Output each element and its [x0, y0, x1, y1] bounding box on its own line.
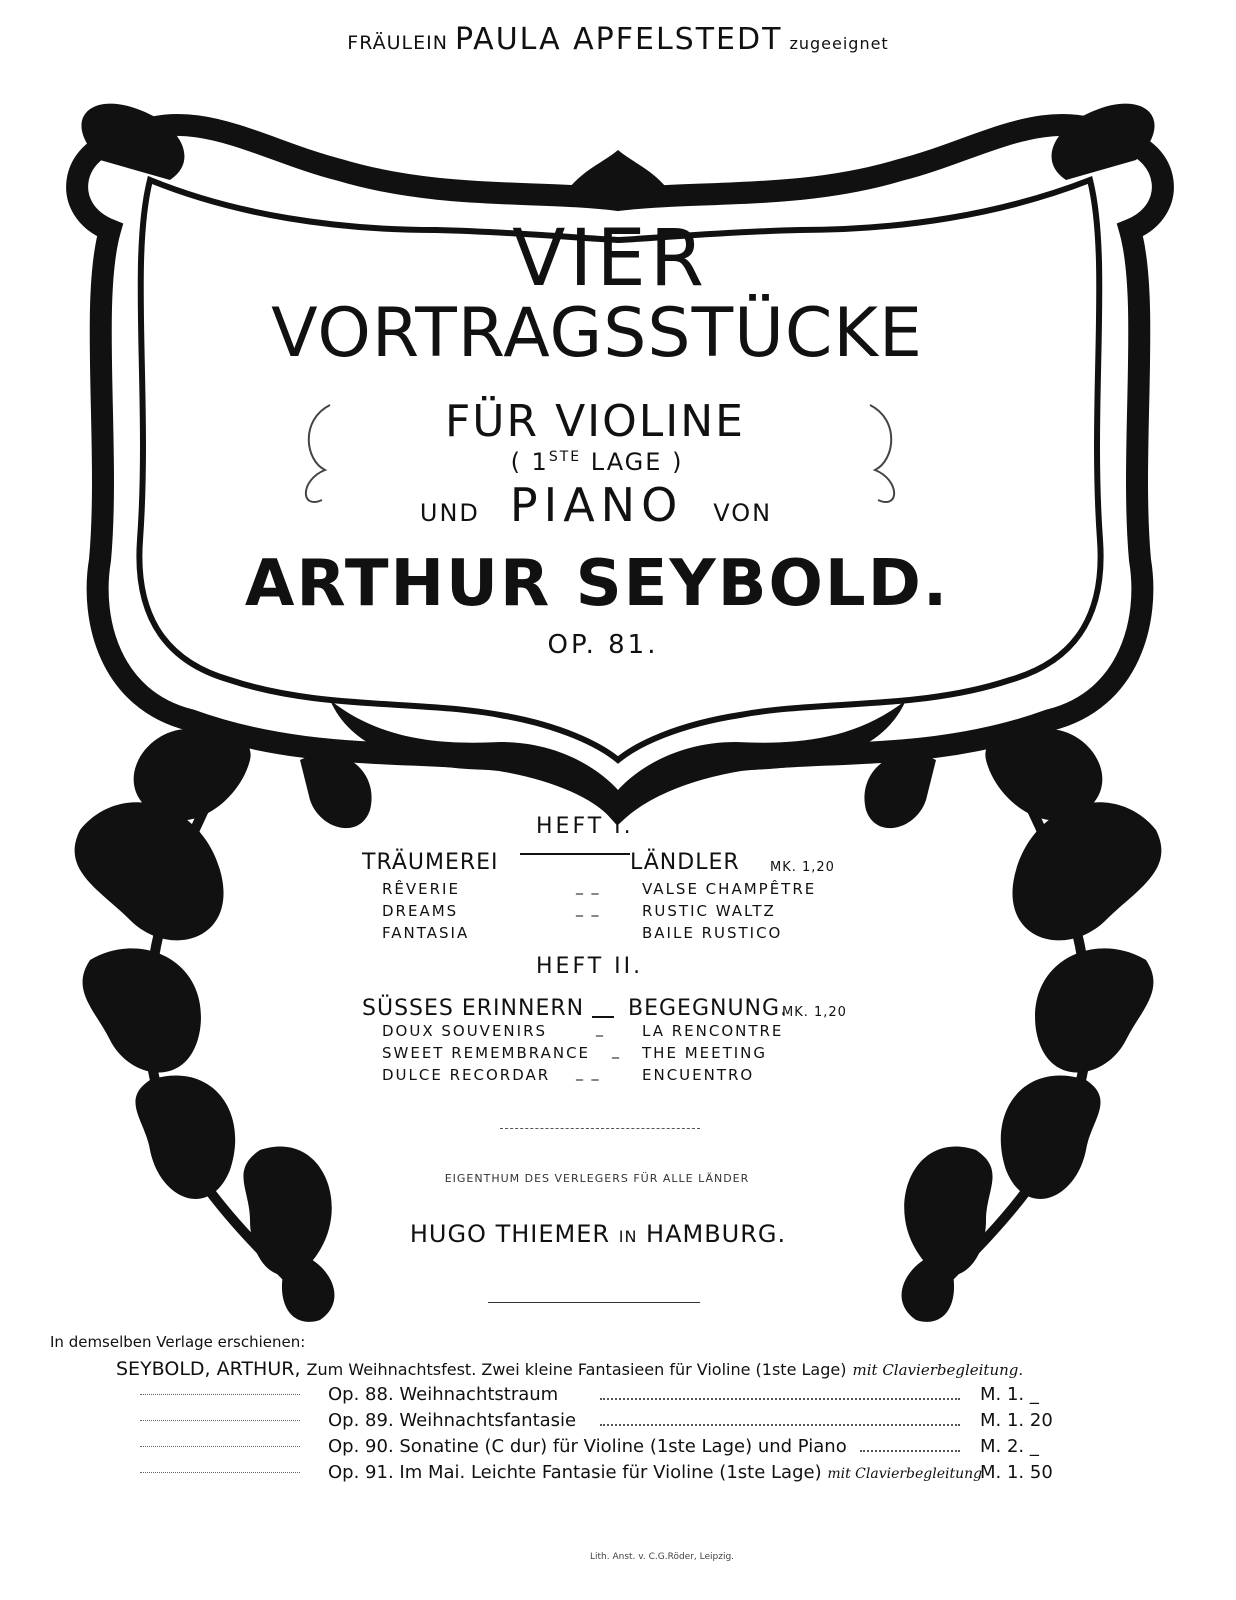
- heft-2-price: MK. 1,20: [782, 1005, 847, 1020]
- heft-2-row-dash: _ _: [576, 1065, 601, 1081]
- catalog-work: Zum Weihnachtsfest. Zwei kleine Fantasieen für Violine (1ste Lage): [306, 1360, 847, 1379]
- title-line-2: VORTRAGSSTÜCKE: [271, 294, 923, 373]
- heft-1-row-left: FANTASIA: [382, 924, 470, 942]
- heft-1-connector: [520, 853, 630, 855]
- leader-dots: [140, 1446, 300, 1447]
- right-curl: [870, 405, 894, 502]
- opus: OP. 81.: [547, 630, 659, 660]
- printer-note: Lith. Anst. v. C.G.Röder, Leipzig.: [590, 1552, 735, 1562]
- bottom-band: [330, 700, 906, 808]
- heft-1-row-right: RUSTIC WALTZ: [642, 902, 776, 920]
- divider-rule: [500, 1128, 700, 1129]
- composer: ARTHUR SEYBOLD.: [244, 547, 950, 621]
- heft-2-row-left: DOUX SOUVENIRS: [382, 1022, 548, 1040]
- instrument: FÜR VIOLINE: [445, 396, 745, 447]
- leader-dots: [140, 1420, 300, 1421]
- position-note: [511, 450, 684, 474]
- leader-dots: [600, 1398, 960, 1400]
- catalog-author: SEYBOLD, ARTHUR,: [116, 1358, 301, 1380]
- catalog-item-title: Op. 89. Weihnachtsfantasie: [328, 1410, 577, 1431]
- heft-2-main-right: BEGEGNUNG.: [628, 996, 789, 1021]
- heft-2-row-left: DULCE RECORDAR: [382, 1066, 551, 1084]
- heft-1-row-left: RÊVERIE: [382, 880, 460, 898]
- leader-dots: [600, 1424, 960, 1426]
- catalog-item: [0, 1436, 1236, 1460]
- dedication-name: PAULA APFELSTEDT: [455, 22, 783, 57]
- catalog-item-tail: mit Clavierbegleitung: [827, 1466, 983, 1482]
- leader-dots: [860, 1450, 960, 1452]
- heft-2-main-left: SÜSSES ERINNERN: [362, 996, 585, 1021]
- heft-1-price: MK. 1,20: [770, 860, 835, 875]
- catalog-item: [0, 1384, 1236, 1408]
- title-line-1: VIER: [512, 214, 708, 304]
- position-open: ( 1: [510, 448, 549, 476]
- heft-1-row-dash: _ _: [576, 901, 601, 917]
- catalog-item-title-text: Op. 91. Im Mai. Leichte Fantasie für Violine (1ste Lage): [328, 1462, 822, 1483]
- heft-1-row-right: VALSE CHAMPÊTRE: [642, 880, 817, 898]
- catalog-item-title: Op. 90. Sonatine (C dur) für Violine (1ste Lage) und Piano: [328, 1436, 847, 1457]
- von-word: VON: [713, 499, 773, 527]
- publisher-rule: [488, 1302, 700, 1303]
- piano-word: PIANO: [509, 478, 684, 532]
- leader-dots: [140, 1394, 300, 1395]
- heft-2-label: HEFT II.: [536, 954, 644, 979]
- left-curl: [306, 405, 330, 502]
- catalog-heading: [116, 1358, 1023, 1380]
- und-word: UND: [419, 499, 480, 527]
- heft-2-row-dash: _: [612, 1043, 621, 1059]
- publisher-in: IN: [618, 1227, 638, 1246]
- publisher-name: HUGO THIEMER: [409, 1220, 611, 1248]
- heft-1-label: HEFT I.: [536, 814, 634, 839]
- heft-1-row-right: BAILE RUSTICO: [642, 924, 783, 942]
- catalog-item-price: M. 1. 20: [980, 1410, 1053, 1431]
- heft-2-row-left: SWEET REMEMBRANCE: [382, 1044, 591, 1062]
- position-sup: STE: [548, 449, 582, 465]
- heft-2-connector: [592, 1016, 614, 1018]
- heft-2-row-dash: _: [596, 1021, 605, 1037]
- catalog-item-price: M. 1. _: [980, 1384, 1039, 1405]
- und-piano-von: [419, 478, 773, 532]
- heft-1-row-left: DREAMS: [382, 902, 459, 920]
- heft-1-row-dash: _ _: [576, 879, 601, 895]
- leader-dots: [140, 1472, 300, 1473]
- heft-2-row-right: LA RENCONTRE: [642, 1022, 784, 1040]
- publisher: [410, 1222, 786, 1246]
- position-close: LAGE ): [590, 448, 684, 476]
- publisher-city: HAMBURG.: [646, 1220, 787, 1248]
- catalog-item-title: Op. 88. Weihnachtstraum: [328, 1384, 559, 1405]
- dedication-pre: FRÄULEIN: [347, 32, 448, 54]
- catalog-item-price: M. 2. _: [980, 1436, 1039, 1457]
- heft-2-row-right: ENCUENTRO: [642, 1066, 755, 1084]
- catalog-item: [0, 1462, 1236, 1486]
- dedication: [347, 22, 888, 57]
- dedication-post: zugeeignet: [789, 34, 889, 53]
- catalog-item-price: M. 1. 50: [980, 1462, 1053, 1483]
- heft-2-row-right: THE MEETING: [642, 1044, 768, 1062]
- rights-notice: EIGENTHUM DES VERLEGERS FÜR ALLE LÄNDER: [444, 1172, 750, 1185]
- heft-1-main-left: TRÄUMEREI: [362, 850, 499, 875]
- catalog-item-title: [328, 1462, 982, 1483]
- heft-1-main-right: LÄNDLER: [630, 850, 740, 875]
- catalog-intro: In demselben Verlage erschienen:: [50, 1333, 306, 1351]
- catalog-item: [0, 1410, 1236, 1434]
- catalog-work-tail: mit Clavierbegleitung.: [852, 1361, 1024, 1379]
